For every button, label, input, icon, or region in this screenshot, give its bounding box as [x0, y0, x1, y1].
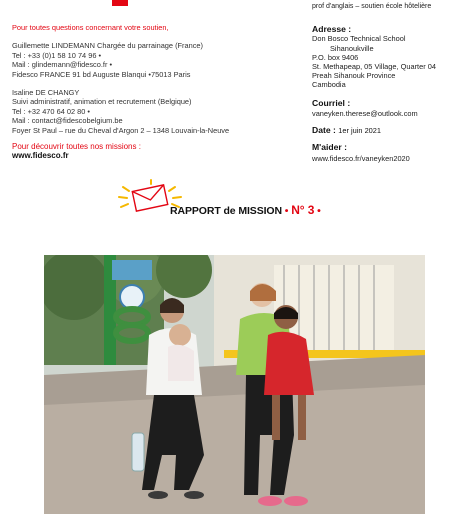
person1-mail[interactable]: Mail : glindemann@fidesco.fr • [12, 60, 113, 70]
report-trailing: • [317, 205, 321, 217]
report-title [170, 203, 321, 217]
mission-photo [44, 255, 425, 514]
courriel-label: Courriel : [312, 97, 351, 108]
role-line: prof d'anglais – soutien école hôtelière [312, 3, 432, 10]
photo-women-children-icon [44, 255, 425, 514]
person1-tel: Tel : +33 (0)1 58 10 74 96 • [12, 50, 102, 60]
adresse-line-5: Preah Sihanouk Province [312, 71, 396, 81]
courriel-value[interactable]: vaneyken.therese@outlook.com [312, 108, 418, 118]
report-number: N° 3 [291, 203, 315, 217]
adresse-line-4: St. Methapeap, 05 Village, Quarter 04 [312, 62, 436, 72]
aider-label: M'aider : [312, 142, 347, 153]
date-value: 1er juin 2021 [338, 126, 382, 136]
date-label [312, 126, 472, 135]
adresse-line-6: Cambodia [312, 80, 346, 90]
person2-line2: Suivi administratif, animation et recrutement (Belgique) [12, 97, 192, 107]
adresse-line-2: Sihanoukville [330, 43, 374, 53]
website-link[interactable]: www.fidesco.fr [12, 151, 69, 161]
report-title-text: RAPPORT de MISSION [170, 205, 282, 217]
report-bullet: • [284, 205, 289, 217]
aider-link[interactable]: www.fidesco.fr/vaneyken2020 [312, 154, 410, 164]
person2-mail[interactable]: Mail : contact@fidescobelgium.be [12, 116, 123, 126]
adresse-label: Adresse : [312, 24, 352, 35]
contact-intro: Pour toutes questions concernant votre soutien, [12, 23, 169, 32]
missions-label: Pour découvrir toutes nos missions : [12, 142, 141, 152]
mission-info-column [312, 0, 472, 164]
person1-line1: Guillemette LINDEMANN Chargée du parrainage (France) [12, 41, 204, 51]
adresse-line-3: P.O. box 9406 [312, 52, 359, 62]
person2-line1: Isaline DE CHANGY [12, 88, 80, 98]
adresse-line-1: Don Bosco Technical School [312, 34, 406, 44]
date-label-text: Date : [312, 125, 336, 136]
logo-fragment [112, 0, 128, 6]
contact-block [12, 23, 292, 161]
person2-address: Foyer St Paul – rue du Cheval d'Argon 2 – 1348 Louvain-la-Neuve [12, 125, 230, 135]
person2-tel: Tel : +32 470 64 02 80 • [12, 106, 90, 116]
person1-address: Fidesco FRANCE 91 bd Auguste Blanqui •75013 Paris [12, 69, 191, 79]
